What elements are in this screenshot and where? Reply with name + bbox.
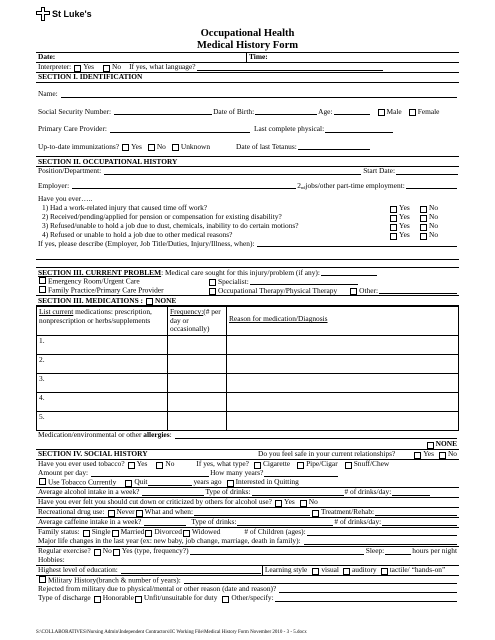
drug-what-field[interactable] [194,509,310,516]
rejected-field[interactable] [279,586,457,593]
q4-yes-checkbox[interactable] [390,233,397,240]
q4-no-checkbox[interactable] [420,233,427,240]
q1-no-checkbox[interactable] [420,206,427,213]
current-tobacco-checkbox[interactable] [39,478,46,485]
safe-no-checkbox[interactable] [439,452,446,459]
position-row: Position/Department: Start Date: [36,167,459,176]
interpreter-yes-checkbox[interactable] [74,65,81,72]
criticized-row: Have you ever felt you should cut down or criticized by others for alcohol use? Yes No [36,498,459,508]
med-row-3[interactable]: 3. [37,373,168,392]
date-label: Date: [38,52,56,62]
freq-cell-4[interactable] [168,392,227,411]
unfit-checkbox[interactable] [135,596,142,603]
q3-yes-checkbox[interactable] [390,224,397,231]
form-title: Occupational Health Medical History Form [196,28,299,51]
treatment-checkbox[interactable] [312,510,319,517]
caffeine-day-field[interactable] [382,519,457,526]
exercise-no-checkbox[interactable] [94,549,101,556]
question-3: 3) Refused/unable to hold a job due to dust, chemicals, inability to do certain motions? Yes No [42,221,439,231]
employer-row: Employer: 2 $_{nd}$ jobs/other part-time employment: [36,182,459,191]
freq-cell-2[interactable] [168,354,227,373]
allergies-row: Medication/environmental or other allergies: [36,431,459,440]
employer-field[interactable] [72,182,296,189]
interested-quitting-checkbox[interactable] [227,480,234,487]
years-field[interactable] [264,470,338,477]
ssn-row: Social Security Number: Date of Birth: Age: Male Female [38,106,440,116]
tactile-checkbox[interactable] [381,568,388,575]
military-field[interactable] [184,577,457,584]
hobbies-row: Hobbies: [36,556,459,566]
section-3-header: SECTION III. CURRENT PROBLEM: Medical care sought for this injury/problem (if any): [36,267,459,277]
tobacco-row: Have you ever used tobacco? Yes No If yes, what type? Cigarette Pipe/Cigar Snuff/Chew [38,459,390,469]
ssn-field[interactable] [114,108,212,115]
treatment-field[interactable] [375,509,457,516]
footer-path: S:\COLLABORATIVES\Nursing Admin\Independent Contractors\IC Working File\Medical History Form November 2010 - 3 - 5.docx [36,630,307,635]
freq-col-header: Frequency:(# per day or occasionally) [168,307,227,336]
describe-continuation [36,248,459,260]
fp-checkbox[interactable] [39,286,46,293]
drug-row: Recreational drug use: Never What and when: Treatment/Rehab: [36,508,459,518]
reason-cell-1[interactable] [227,335,459,354]
female-checkbox[interactable] [409,109,416,116]
drink-type-field[interactable] [252,489,344,496]
describe-row: If yes, please describe (Employer, Job Title/Duties, Injury/Illness, when): [36,240,459,249]
tetanus-field[interactable] [298,143,370,150]
snuff-checkbox[interactable] [345,462,352,469]
last-physical-field[interactable] [325,126,393,133]
criticized-yes-checkbox[interactable] [275,500,282,507]
medications-table [36,306,459,431]
start-date-field[interactable] [396,168,458,175]
med-row-5[interactable]: 5. [37,411,168,430]
question-1: 1) Had a work-related injury that caused time off work? Yes No [42,203,439,213]
name-row: Name: [36,90,459,99]
caffeine-field[interactable] [144,519,186,526]
med-col-header: List current medications: prescription, nonprescription or herbs/supplements [37,307,168,336]
interpreter-label: Interpreter: [38,62,72,72]
reason-cell-4[interactable] [227,392,459,411]
age-field[interactable] [334,108,370,115]
exercise-yes-checkbox[interactable] [113,549,120,556]
reason-cell-5[interactable] [227,411,459,430]
freq-cell-3[interactable] [168,373,227,392]
specialist-field[interactable] [250,278,358,285]
auditory-checkbox[interactable] [343,568,350,575]
section-4-header: SECTION IV. SOCIAL HISTORY Do you feel safe in your current relationships? Yes No [38,449,457,459]
no-allergies-checkbox[interactable] [427,442,434,449]
er-checkbox[interactable] [39,277,46,284]
form-body [36,52,459,603]
care-row-1: Emergency Room/Urgent Care Specialist: [36,277,459,286]
dob-field[interactable] [255,108,317,115]
children-field[interactable] [307,529,457,536]
alcohol-field[interactable] [142,489,204,496]
discharge-row: Type of discharge Honorable Unfit/unsuitable for duty Other/specify: [36,594,459,603]
honorable-checkbox[interactable] [94,596,101,603]
med-row-4[interactable]: 4. [37,392,168,411]
no-meds-checkbox[interactable] [146,298,153,305]
drinks-day-field[interactable] [392,489,430,496]
med-row-2[interactable]: 2. [37,354,168,373]
date-time-row [36,52,459,63]
care-row-2: Family Practice/Primary Care Provider Occupational Therapy/Physical Therapy Other: [36,286,459,296]
other-discharge-checkbox[interactable] [222,596,229,603]
tobacco-yes-checkbox[interactable] [128,462,135,469]
alcohol-row: Average alcohol intake in a week? Type of drinks: # of drinks/day: [36,488,459,498]
q2-yes-checkbox[interactable] [390,215,397,222]
pipe-checkbox[interactable] [297,462,304,469]
male-checkbox[interactable] [378,109,385,116]
section-2-header: SECTION II. OCCUPATIONAL HISTORY [36,156,459,167]
visual-checkbox[interactable] [312,568,319,575]
describe-field[interactable] [257,240,457,247]
quit-years-field[interactable] [148,479,192,486]
exercise-row: Regular exercise? No Yes (type, frequency?) Sleep: hours per night [38,546,457,556]
reason-cell-2[interactable] [227,354,459,373]
military-row: Military History(branch & number of years): [36,576,459,585]
second-job-field[interactable] [406,182,457,189]
freq-cell-5[interactable] [168,411,227,430]
allergies-none-row: NONE [36,440,459,450]
immun-yes-checkbox[interactable] [122,144,129,151]
sleep-field[interactable] [385,548,411,555]
immunization-row: Up-to-date immunizations? Yes No Unknown Date of last Tetanus: [36,143,459,152]
exercise-field[interactable] [190,548,364,555]
reason-col-header: Reason for medication/Diagnosis [227,307,459,336]
quit-checkbox[interactable] [125,480,132,487]
rejected-row: Rejected from military due to physical/mental or other reason (date and reason)? [36,585,459,594]
question-4: 4) Refused or unable to hold a job due to other medical reasons? Yes No [42,230,439,240]
time-label: Time: [246,53,459,62]
section-1-header: SECTION I. IDENTIFICATION [36,73,459,83]
major-changes-row: Major life changes in the last year (ex: new baby, job change, marriage, death in family): [36,537,459,547]
pcp-field[interactable] [110,126,250,133]
q1-yes-checkbox[interactable] [390,206,397,213]
drug-what-checkbox[interactable] [136,510,143,517]
medications-header: SECTION III. MEDICATIONS : NONE [36,296,459,306]
education-row: Highest level of education: Learning style visual auditory tactile/ “hands-on” [36,566,459,576]
have-you-ever: Have you ever….. [38,194,93,204]
language-field[interactable] [197,64,383,71]
amount-row: Amount per day: How many years? [36,469,459,478]
safe-yes-checkbox[interactable] [414,452,421,459]
question-2: 2) Received/pending/applied for pension or compensation for existing disability? Yes No [42,212,439,222]
cross-logo-icon [36,7,50,21]
reason-cell-3[interactable] [227,373,459,392]
care-sought-field[interactable] [321,269,377,276]
q3-no-checkbox[interactable] [420,224,427,231]
q2-no-checkbox[interactable] [420,215,427,222]
position-field[interactable] [104,168,361,175]
allergies-field[interactable] [175,432,457,439]
caffeine-type-field[interactable] [237,519,333,526]
tobacco-no-checkbox[interactable] [156,462,163,469]
other-discharge-field[interactable] [275,595,457,602]
drug-never-checkbox[interactable] [108,510,115,517]
med-row-1[interactable]: 1. [37,335,168,354]
specialist-checkbox[interactable] [209,279,216,286]
criticized-no-checkbox[interactable] [300,500,307,507]
name-field[interactable] [61,91,457,98]
other-care-field[interactable] [379,287,457,294]
interpreter-no-checkbox[interactable] [103,65,110,72]
other-care-checkbox[interactable] [350,288,357,295]
brand-name: St Luke's [52,8,92,19]
military-checkbox[interactable] [39,576,46,583]
immun-no-checkbox[interactable] [148,144,155,151]
amount-field[interactable] [91,470,209,477]
major-changes-field[interactable] [304,538,457,545]
pcp-row: Primary Care Provider: Last complete physical: [36,125,459,134]
education-field[interactable] [121,567,261,574]
ot-pt-checkbox[interactable] [209,288,216,295]
interpreter-row: Interpreter: Yes No If yes, what language? [36,63,459,73]
tobacco-status-row: Use Tobacco Currently Quit years ago Interested in Quitting [36,478,459,488]
caffeine-row: Average caffeine intake in a week? Type of drinks: # of drinks/day: [36,518,459,528]
family-row: Family status: Single Married Divorced Widowed # of Children (ages): [36,528,459,537]
immun-unknown-checkbox[interactable] [172,144,179,151]
logo [36,7,92,21]
freq-cell-1[interactable] [168,335,227,354]
